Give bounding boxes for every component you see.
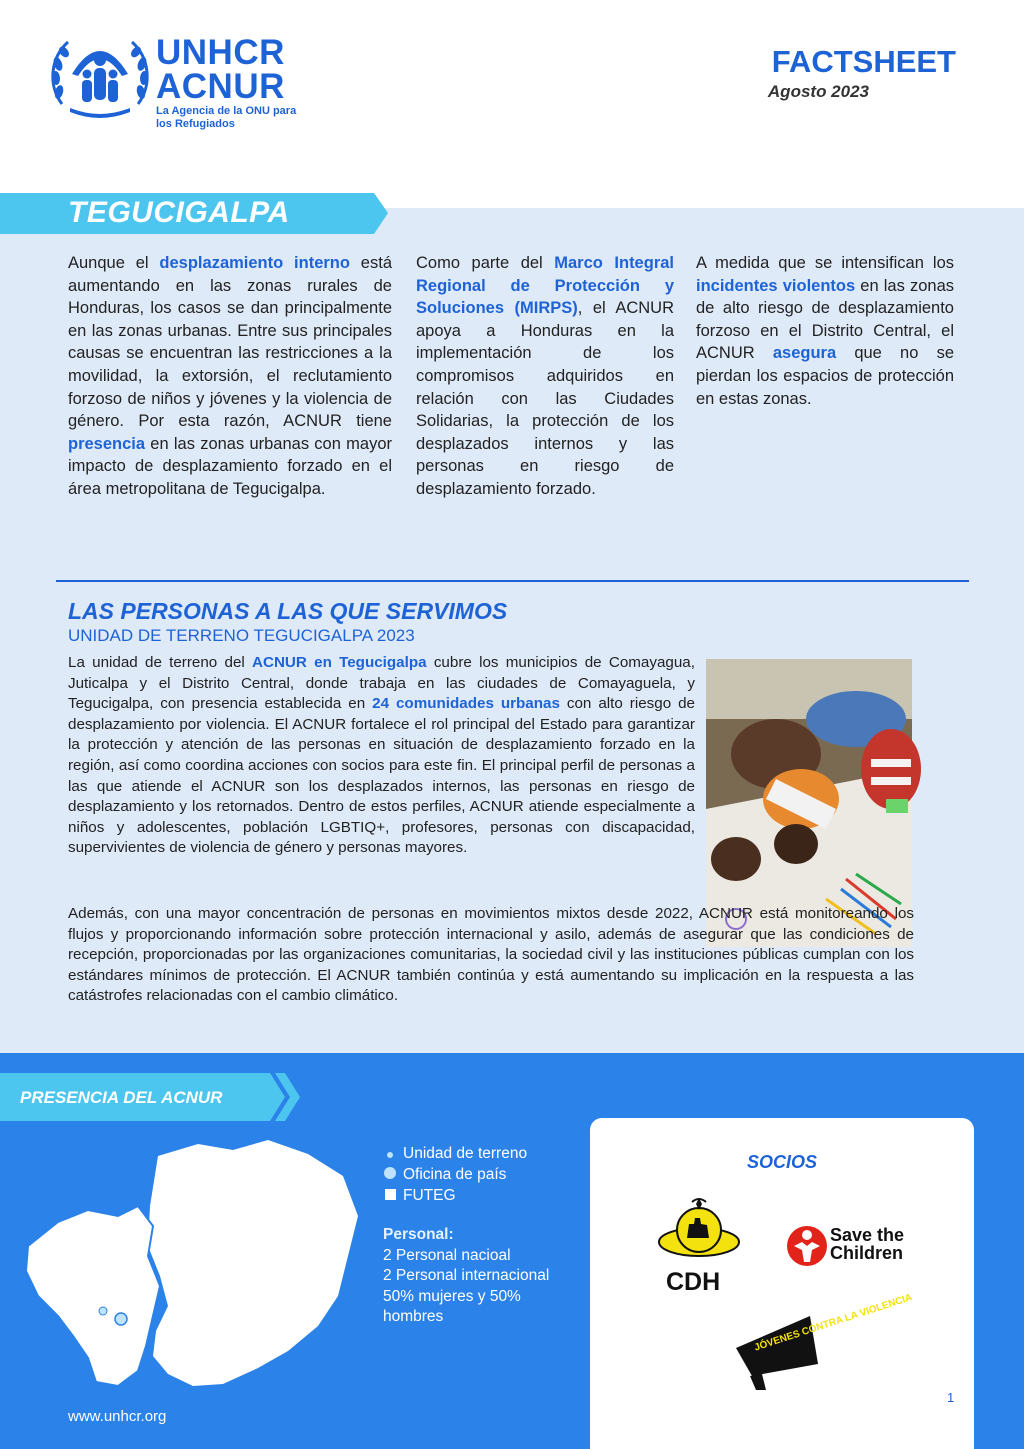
staff-international: 2 Personal internacional [383, 1267, 550, 1285]
text-run: en las zonas urbanas con mayor impacto de desplazamiento forzado en el área metropolitana de Tegucigalpa. [68, 434, 392, 498]
intro-column-3 [696, 252, 954, 410]
highlighted-term: 24 comunidades urbanas [372, 695, 560, 713]
people-served-heading: LAS PERSONAS A LAS QUE SERVIMOS [68, 598, 508, 624]
map-legend [383, 1143, 527, 1206]
people-served-paragraph-1 [68, 653, 695, 859]
megaphone-icon [732, 1292, 914, 1392]
intro-column-2 [416, 252, 674, 501]
partner-logo-save-the-children: Save the Children [786, 1224, 926, 1268]
text-run: La unidad de terreno del [68, 654, 253, 671]
text-run: A medida que se intensifican los [696, 254, 954, 272]
small-dot-icon [387, 1152, 393, 1158]
logo-tagline: La Agencia de la ONU para los Refugiados [156, 105, 297, 130]
text-run: que no se pierdan los espacios de protección en estas zonas. [696, 344, 954, 408]
website-link[interactable]: www.unhcr.org [68, 1408, 167, 1425]
partners-panel [590, 1118, 974, 1449]
highlighted-term: Marco Integral Regional de Protección y Soluciones (MIRPS) [416, 254, 674, 318]
text-run: cubre los municipios de Comayagua, Juticalpa y el Distrito Central, donde trabaja en las ciudades de Comayaguela, y Tegucigalpa, con presencia establecida en [68, 654, 695, 713]
presence-title: PRESENCIA DEL ACNUR [20, 1088, 223, 1107]
text-run: está aumentando en las zonas rurales de Honduras, los casos se dan principalmente en las zonas urbanas. Entre sus principales causas se encuentran las restricciones a la movilidad, la extorsión, el reclutamiento forzoso de niños y jóvenes y la violencia de género. Por esta razón, ACNUR tiene [68, 254, 392, 431]
square-icon [385, 1189, 396, 1200]
partner-logo-cdh: CDH [654, 1194, 744, 1299]
unhcr-emblem-icon [50, 34, 150, 116]
text-run: , el ACNUR apoya a Honduras en la implementación de los compromisos adquiridos en relación con las Ciudades Solidarias, la protección de los desplazados internos y las personas en riesgo de desplazamiento forzado. [416, 299, 674, 498]
honduras-region-map [18, 1136, 368, 1398]
factsheet-title: FACTSHEET [771, 44, 956, 79]
text-run: Como parte del [416, 254, 555, 272]
highlighted-term: presencia [68, 434, 146, 453]
page-number: 1 [947, 1390, 955, 1405]
highlighted-term: asegura [772, 344, 837, 363]
staff-gender-split: 50% mujeres y 50% hombres [383, 1287, 521, 1326]
text-run: con alto riesgo de desplazamiento por violencia. El ACNUR fortalece el rol principal del Estado para garantizar la protección y atención de las personas en situación de desplazamiento forzado en la región, así como coordina acciones con socios para este fin. El principal perfil de personas a las que atiende el ACNUR son los desplazados internos, las personas en riesgo de desplazamiento y los retornados. Dentro de estos perfiles, ACNUR atiende especialmente a niños y adolescentes, población LGBTIQ+, profesores, personas con discapacidad, supervivientes de violencia de género y personas mayores. [68, 695, 695, 857]
svg-text:JÓVENES CONTRA LA VIOLENCIA: JÓVENES CONTRA LA VIOLENCIA [753, 1292, 914, 1354]
staff-title: Personal: [383, 1226, 454, 1243]
logo-unhcr-text: UNHCR [156, 33, 285, 72]
people-served-paragraph-2: Además, con una mayor concentración de personas en movimientos mixtos desde 2022, ACNUR está monitoreando los flujos y proporcionando información sobre protección internacional y asilo, además de asegurar que las condiciones de recepción, proporcionadas por las organizaciones comunitarias, la sociedad civil y las instituciones públicas cumplan con los estándares mínimos de protección. El ACNUR también continúa y está aumentando su implicación en la respuesta a las catástrofes relacionadas con el cambio climático. [68, 905, 914, 1005]
legend-country-office: Oficina de país [383, 1164, 527, 1185]
highlighted-term: incidentes violentos [696, 276, 856, 295]
section-ribbon-presence [0, 1073, 305, 1121]
cdh-emblem-icon [654, 1194, 744, 1270]
text-run: Aunque el [68, 254, 160, 272]
people-served-subheading: UNIDAD DE TERRENO TEGUCIGALPA 2023 [68, 626, 415, 645]
legend-field-unit: Unidad de terreno [383, 1143, 527, 1164]
staff-summary [383, 1225, 583, 1328]
legend-futeg: FUTEG [383, 1185, 527, 1206]
partner-logo-jovenes-contra-violencia [732, 1292, 914, 1392]
highlighted-term: ACNUR en Tegucigalpa [252, 654, 427, 671]
highlighted-term: desplazamiento interno [159, 254, 350, 272]
large-dot-icon [384, 1167, 396, 1179]
unhcr-logo [50, 34, 310, 134]
intro-column-1 [68, 252, 392, 501]
partners-title: SOCIOS [746, 1152, 817, 1172]
staff-national: 2 Personal nacioal [383, 1246, 511, 1264]
section-divider [56, 580, 969, 582]
text-run: en las zonas de alto riesgo de desplazamiento forzoso en el Distrito Central, el ACNUR [696, 276, 954, 363]
factsheet-date: Agosto 2023 [767, 82, 869, 101]
save-the-children-icon [786, 1224, 828, 1268]
logo-acnur-text: ACNUR [156, 67, 285, 106]
section-ribbon-tegucigalpa [0, 193, 388, 234]
section-title: TEGUCIGALPA [68, 196, 290, 229]
